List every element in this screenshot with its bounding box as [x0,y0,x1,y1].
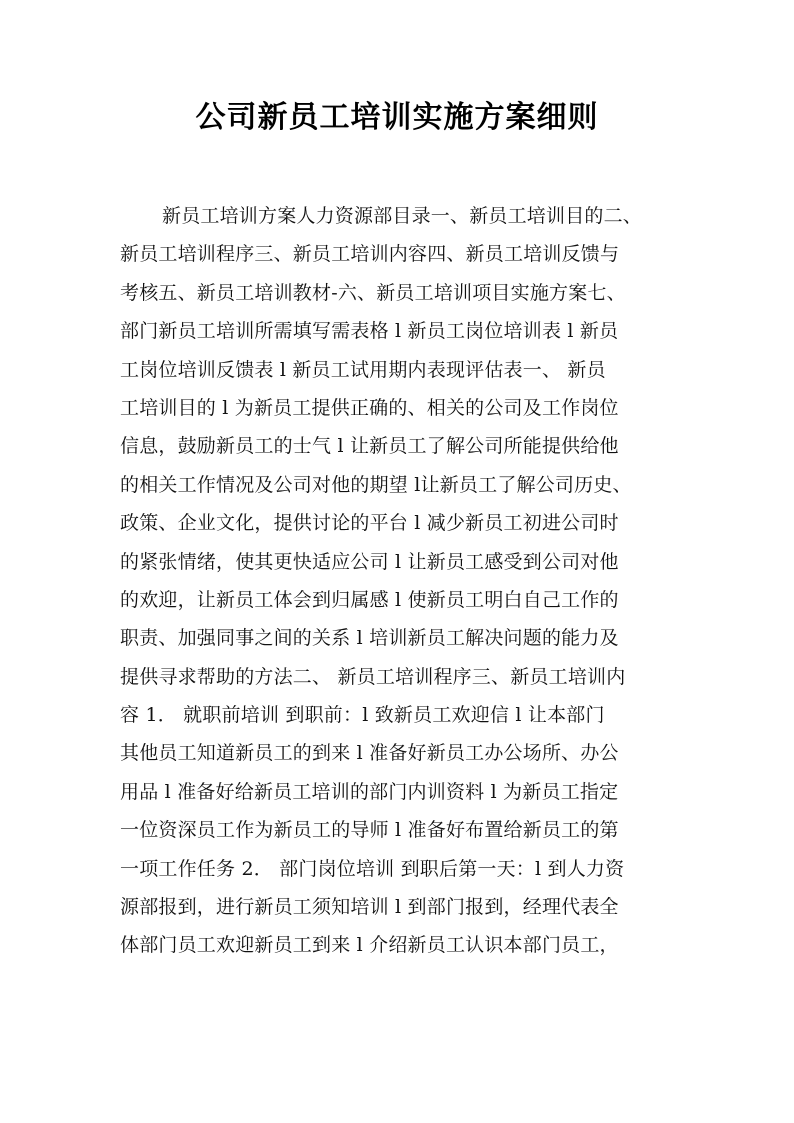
body-line: 一位资深员工作为新员工的导师 l 准备好布置给新员工的第 [120,819,619,842]
body-line: 工岗位培训反馈表 l 新员工试用期内表现评估表一、 新员 [120,358,606,381]
body-line: 信息，鼓励新员工的士气 l 让新员工了解公司所能提供给他 [120,435,619,458]
document-title: 公司新员工培训实施方案细则 [195,100,599,135]
body-line: 新员工培训程序三、新员工培训内容四、新员工培训反馈与 [120,243,620,266]
body-line: 源部报到，进行新员工须知培训 l 到部门报到，经理代表全 [120,896,619,919]
document-body [120,197,680,965]
body-line: 考核五、新员工培训教材-六、新员工培训项目实施方案七、 [120,281,626,304]
body-line: 职责、加强同事之间的关系 l 培训新员工解决问题的能力及 [120,627,619,650]
body-line: 的紧张情绪，使其更快适应公司 l 让新员工感受到公司对他 [120,550,619,573]
body-line: 新员工培训方案人力资源部目录一、新员工培训目的二、 [162,205,643,227]
body-line: 用品 l 准备好给新员工培训的部门内训资料 l 为新员工指定 [120,780,619,803]
body-line: 其他员工知道新员工的到来 l 准备好新员工办公场所、办公 [120,742,619,765]
body-line: 政策、企业文化，提供讨论的平台 l 减少新员工初进公司时 [120,512,619,535]
body-line: 部门新员工培训所需填写需表格 l 新员工岗位培训表 l 新员 [120,320,619,343]
body-line: 体部门员工欢迎新员工到来 l 介绍新员工认识本部门员工， [120,934,619,957]
body-line: 的欢迎，让新员工体会到归属感 l 使新员工明白自己工作的 [120,588,619,611]
body-line: 工培训目的 l 为新员工提供正确的、相关的公司及工作岗位 [120,396,619,419]
body-line: 提供寻求帮助的方法二、 新员工培训程序三、新员工培训内 [120,665,626,688]
body-line: 的相关工作情况及公司对他的期望 l让新员工了解公司历史、 [120,473,632,496]
body-line: 容 1． 就职前培训 到职前：l 致新员工欢迎信 l 让本部门 [120,704,605,727]
body-line: 一项工作任务 2． 部门岗位培训 到职后第一天：l 到人力资 [120,857,625,880]
